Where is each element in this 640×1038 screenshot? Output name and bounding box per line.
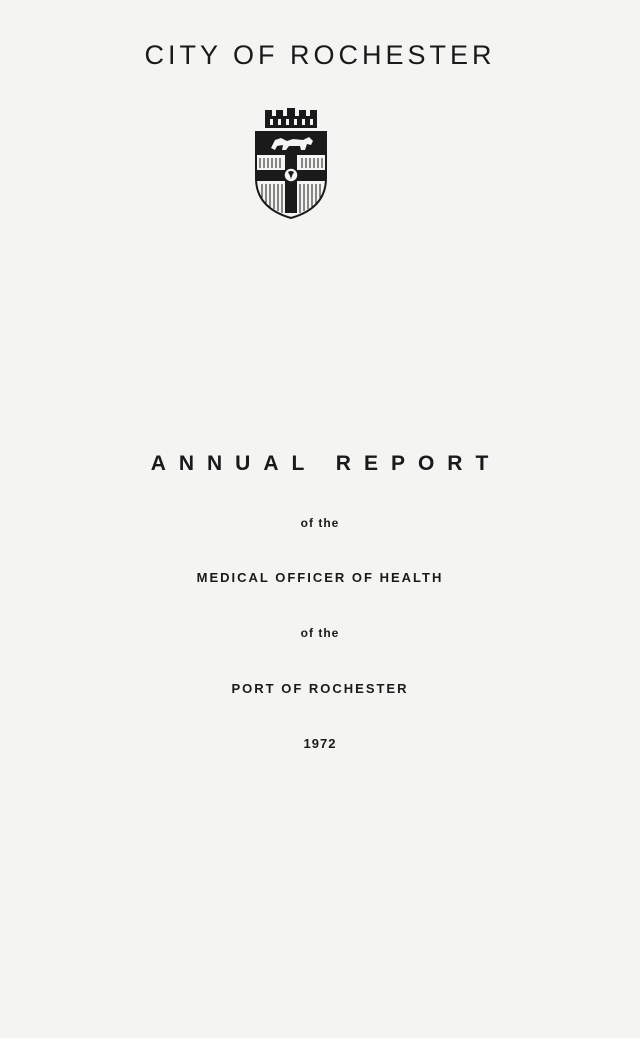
report-title: ANNUAL REPORT	[150, 452, 502, 475]
city-title: CITY OF ROCHESTER	[144, 40, 496, 70]
officer-title: MEDICAL OFFICER OF HEALTH	[196, 570, 444, 585]
connector-text: of the	[300, 626, 340, 640]
port-name: PORT OF ROCHESTER	[231, 681, 409, 696]
coat-of-arms-icon	[253, 108, 329, 220]
report-year: 1972	[303, 736, 337, 751]
connector-text: of the	[300, 516, 340, 530]
